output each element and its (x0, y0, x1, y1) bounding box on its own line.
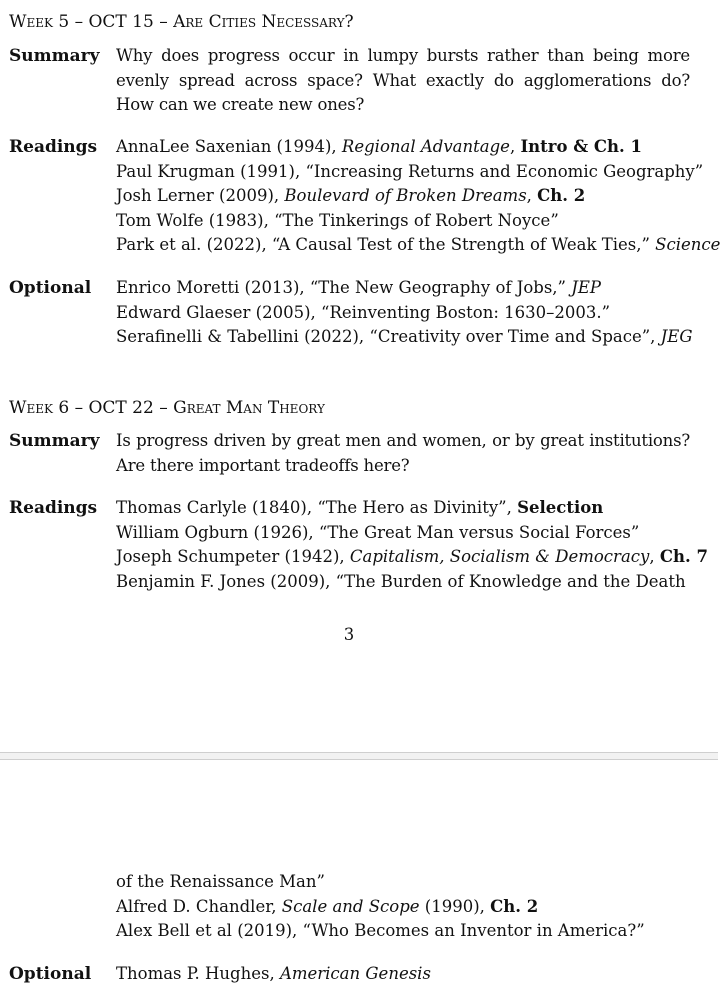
optional-item: Thomas P. Hughes, American Genesis (116, 964, 431, 983)
week5-optional-label: Optional (9, 278, 92, 298)
week6-readings-continued (116, 870, 690, 944)
reading-item: Park et al. (2022), “A Causal Test of the Strength of Weak Ties,” Science (116, 235, 720, 255)
reading-item: William Ogburn (1926), “The Great Man versus Social Forces” (116, 522, 640, 542)
reading-item: Alfred D. Chandler, Scale and Scope (1990), Ch. 2 (116, 896, 539, 916)
week5-optional-list (116, 276, 693, 350)
reading-item: Paul Krugman (1991), “Increasing Returns and Economic Geography” (116, 161, 704, 181)
reading-item: Benjamin F. Jones (2009), “The Burden of Knowledge and the Death (116, 571, 686, 591)
week6-summary-label: Summary (9, 431, 100, 451)
week6-readings-list (116, 496, 708, 594)
optional-item: Edward Glaeser (2005), “Reinventing Boston: 1630–2003.” (116, 302, 611, 322)
week5-readings-label: Readings (9, 137, 98, 157)
reading-item: of the Renaissance Man” (116, 872, 325, 891)
page-number: 3 (343, 625, 355, 644)
optional-item: Serafinelli & Tabellini (2022), “Creativity over Time and Space”, JEG (116, 327, 693, 347)
week6-readings-label: Readings (9, 498, 98, 518)
reading-item: Josh Lerner (2009), Boulevard of Broken Dreams, Ch. 2 (116, 186, 586, 206)
week5-summary-label: Summary (9, 46, 100, 66)
week6-heading: Week 6 – OCT 22 – Great Man Theory (9, 398, 325, 418)
reading-item: Thomas Carlyle (1840), “The Hero as Divinity”, Selection (116, 498, 604, 517)
week5-summary-text: Why does progress occur in lumpy bursts rather than being more evenly spread across space? What exactly do agglomerations do? How can we create new ones? (116, 46, 690, 115)
page-break-divider (0, 752, 718, 760)
week6-optional-label: Optional (9, 964, 92, 984)
reading-item: Tom Wolfe (1983), “The Tinkerings of Robert Noyce” (116, 210, 559, 230)
week5-heading: Week 5 – OCT 15 – Are Cities Necessary? (9, 12, 354, 32)
document-page-4 (0, 760, 718, 993)
week6-summary-text: Is progress driven by great men and women, or by great institutions? Are there important tradeoffs here? (116, 431, 690, 475)
week6-optional-list (116, 962, 690, 987)
week5-readings-list (116, 135, 720, 258)
reading-item: Alex Bell et al (2019), “Who Becomes an Inventor in America?” (116, 921, 645, 941)
reading-item: Joseph Schumpeter (1942), Capitalism, Socialism & Democracy, Ch. 7 (116, 547, 708, 567)
optional-item: Enrico Moretti (2013), “The New Geography of Jobs,” JEP (116, 278, 601, 297)
reading-item: AnnaLee Saxenian (1994), Regional Advantage, Intro & Ch. 1 (116, 137, 642, 156)
